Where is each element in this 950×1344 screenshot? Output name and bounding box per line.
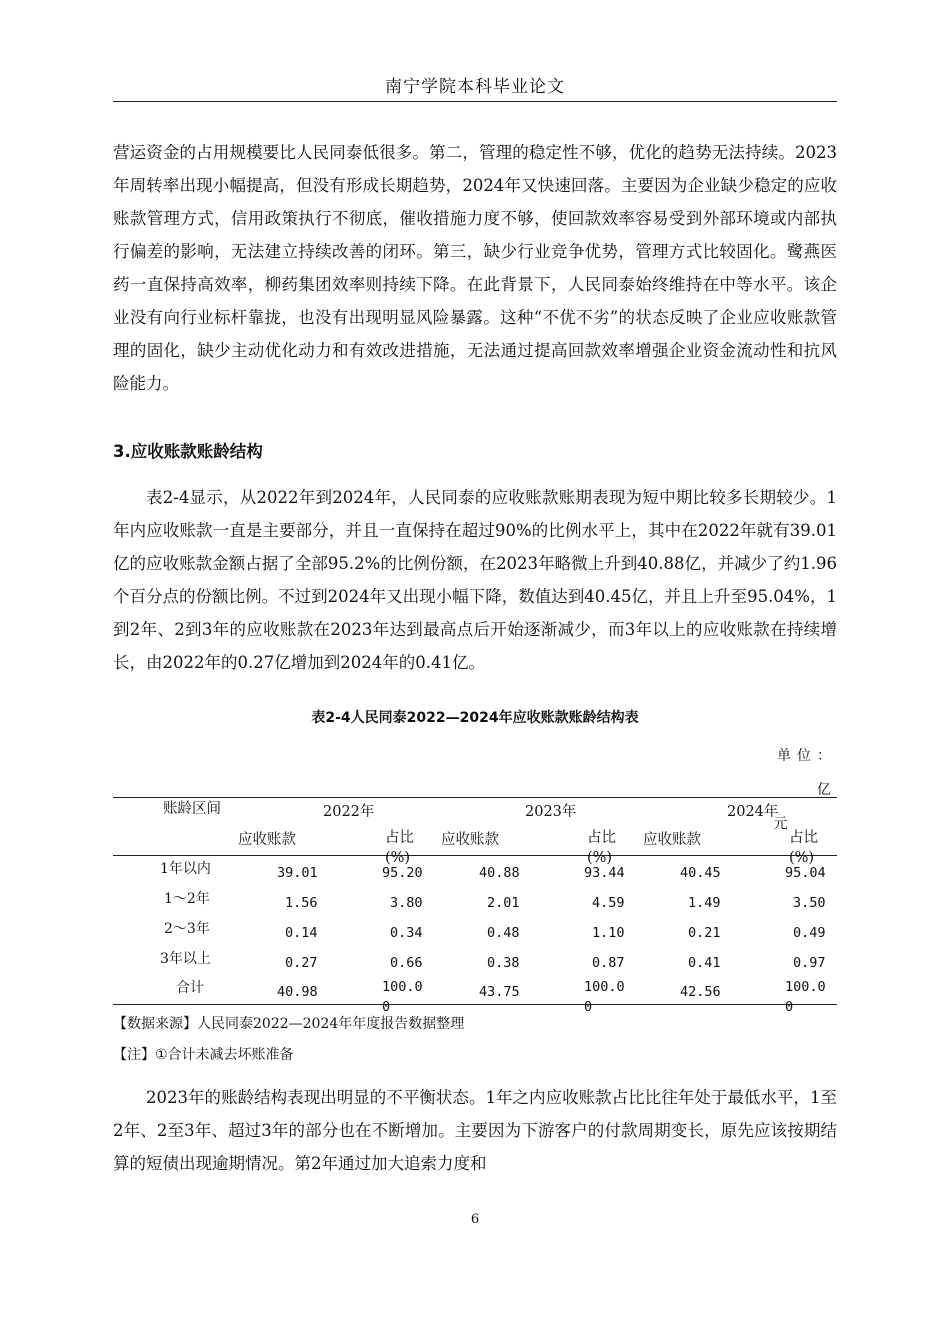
table-unit-line-1: 单位：亿 <box>777 748 837 798</box>
cell-value: 0.41 <box>688 955 721 971</box>
col-amount-2024: 应收账款 <box>643 832 701 848</box>
col-amount-2023: 应收账款 <box>441 832 499 848</box>
year-header-2023: 2023年 <box>525 804 577 820</box>
cell-value: 4.59 <box>592 895 625 911</box>
table-footnote: 【注】①合计未减去坏账准备 <box>113 1047 294 1063</box>
table-top-rule <box>113 797 837 798</box>
cell-value: 1.49 <box>688 895 721 911</box>
cell-value: 1.56 <box>285 895 318 911</box>
cell-value: 95.20 <box>382 865 423 881</box>
cell-value: 40.45 <box>680 865 721 881</box>
cell-value: 42.56 <box>680 984 721 1000</box>
cell-value: 1.10 <box>592 925 625 941</box>
cell-value: 0.97 <box>793 955 826 971</box>
table-caption: 表2-4人民同泰2022—2024年应收账款账龄结构表 <box>311 710 639 726</box>
table-corner-header: 账龄区间 <box>163 801 221 817</box>
cell-value: 40.98 <box>277 984 318 1000</box>
cell-value: 100.00 <box>584 979 625 1015</box>
header-divider <box>113 101 837 102</box>
cell-value: 3.50 <box>793 895 826 911</box>
row-label: 1～2年 <box>164 891 210 907</box>
cell-value: 0.66 <box>390 955 423 971</box>
cell-value: 0.48 <box>487 925 520 941</box>
cell-value: 0.38 <box>487 955 520 971</box>
col-amount-2022: 应收账款 <box>238 832 296 848</box>
body-paragraph-1: 营运资金的占用规模要比人民同泰低很多。第二，管理的稳定性不够，优化的趋势无法持续。2023年周转率出现小幅提高，但没有形成长期趋势，2024年又快速回落。主要因为企业缺少稳定的应收账款管理方式，信用政策执行不彻底，催收措施力度不够，使回款效率容易受到外部环境或内部执行偏差的影响，无法建立持续改善的闭环。第三，缺少行业竞争优势，管理方式比较固化。鹭燕医药一直保持高效率，柳药集团效率则持续下降。在此背景下，人民同泰始终维持在中等水平。该企业没有向行业标杆靠拢，也没有出现明显风险暴露。这种“不优不劣”的状态反映了企业应收账款管理的固化，缺少主动优化动力和有效改进措施，无法通过提高回款效率增强企业资金流动性和抗风险能力。 <box>113 143 837 393</box>
cell-value: 100.00 <box>382 979 423 1015</box>
page-number: 6 <box>470 1212 480 1227</box>
cell-value: 2.01 <box>487 895 520 911</box>
cell-value: 0.21 <box>688 925 721 941</box>
table-bottom-rule <box>113 1004 837 1005</box>
cell-value: 0.14 <box>285 925 318 941</box>
cell-value: 100.00 <box>785 979 826 1015</box>
cell-value: 0.49 <box>793 925 826 941</box>
cell-value: 43.75 <box>479 984 520 1000</box>
col-ratio-2022: 占比(%) <box>385 830 414 866</box>
row-label: 合计 <box>176 980 204 996</box>
body-paragraph-2: 表2-4显示，从2022年到2024年，人民同泰的应收账款账期表现为短中期比较多长期较少。1年内应收账款一直是主要部分，并且一直保持在超过90%的比例水平上，其中在2022年就有39.01亿的应收账款金额占据了全部95.2%的比例份额，在2023年略微上升到40.88亿，并减少了约1.96个百分点的份额比例。不过到2024年又出现小幅下降，数值达到40.45亿，并且上升至95.04%，1到2年、2到3年的应收账款在2023年达到最高点后开始逐渐减少，而3年以上的应收账款在持续增长，由2022年的0.27亿增加到2024年的0.41亿。 <box>113 488 837 672</box>
cell-value: 93.44 <box>584 865 625 881</box>
cell-value: 39.01 <box>277 865 318 881</box>
section-heading: 3.应收账款账龄结构 <box>113 442 263 461</box>
aging-table <box>113 797 837 1015</box>
col-ratio-2023: 占比(%) <box>587 830 616 866</box>
year-header-2024: 2024年 <box>727 804 779 820</box>
cell-value: 40.88 <box>479 865 520 881</box>
cell-value: 0.34 <box>390 925 423 941</box>
cell-value: 95.04 <box>785 865 826 881</box>
table-header-rule <box>113 855 837 856</box>
cell-value: 0.87 <box>592 955 625 971</box>
table-unit-line-2: 元 <box>773 816 794 832</box>
col-ratio-2024: 占比(%) <box>789 830 818 866</box>
row-label: 3年以上 <box>160 951 211 967</box>
table-source-note: 【数据来源】人民同泰2022—2024年年度报告数据整理 <box>113 1016 465 1032</box>
cell-value: 0.27 <box>285 955 318 971</box>
body-paragraph-3: 2023年的账龄结构表现出明显的不平衡状态。1年之内应收账款占比比往年处于最低水平，1至2年、2至3年、超过3年的部分也在不断增加。主要因为下游客户的付款周期变长，原先应该按期结算的短债出现逾期情况。第2年通过加大追索力度和 <box>113 1088 837 1173</box>
row-label: 1年以内 <box>160 861 211 877</box>
cell-value: 3.80 <box>390 895 423 911</box>
year-header-2022: 2022年 <box>323 804 375 820</box>
header-title: 南宁学院本科毕业论文 <box>385 77 565 97</box>
row-label: 2～3年 <box>164 921 210 937</box>
